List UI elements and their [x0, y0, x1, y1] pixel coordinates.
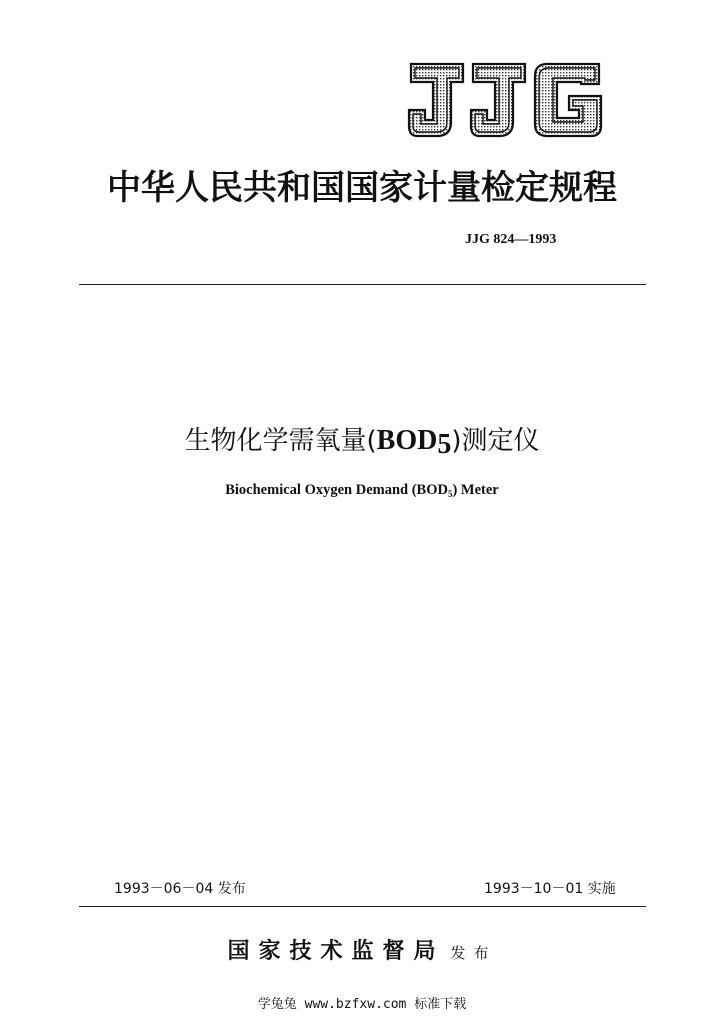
en-title-prefix: Biochemical Oxygen Demand (BOD	[225, 482, 448, 498]
issuer-action: 发布	[450, 944, 497, 962]
issuer-name: 国家技术监督局	[227, 938, 445, 964]
en-title-suffix: ) Meter	[452, 482, 499, 498]
jjg-logo	[407, 60, 603, 140]
regulation-title-cn	[0, 420, 724, 461]
effective-date: 1993－10－01 实施	[484, 881, 616, 897]
issue-date: 1993－06－04 发布	[114, 881, 246, 897]
cn-title-prefix: 生物化学需氧量(	[184, 426, 377, 456]
en-title-subscript: 5	[447, 489, 453, 499]
top-divider	[79, 284, 646, 285]
cn-title-subscript: 5	[437, 429, 452, 460]
regulation-title-en	[0, 482, 724, 499]
cn-title-bod: BOD	[376, 425, 438, 456]
regulation-code: JJG 824—1993	[465, 232, 557, 247]
issuer	[0, 934, 724, 965]
bottom-divider	[79, 906, 646, 907]
footer-watermark: 学兔兔 www.bzfxw.com 标准下载	[257, 997, 467, 1012]
cn-title-suffix: )测定仪	[451, 426, 540, 456]
main-title: 中华人民共和国国家计量检定规程	[107, 168, 617, 208]
